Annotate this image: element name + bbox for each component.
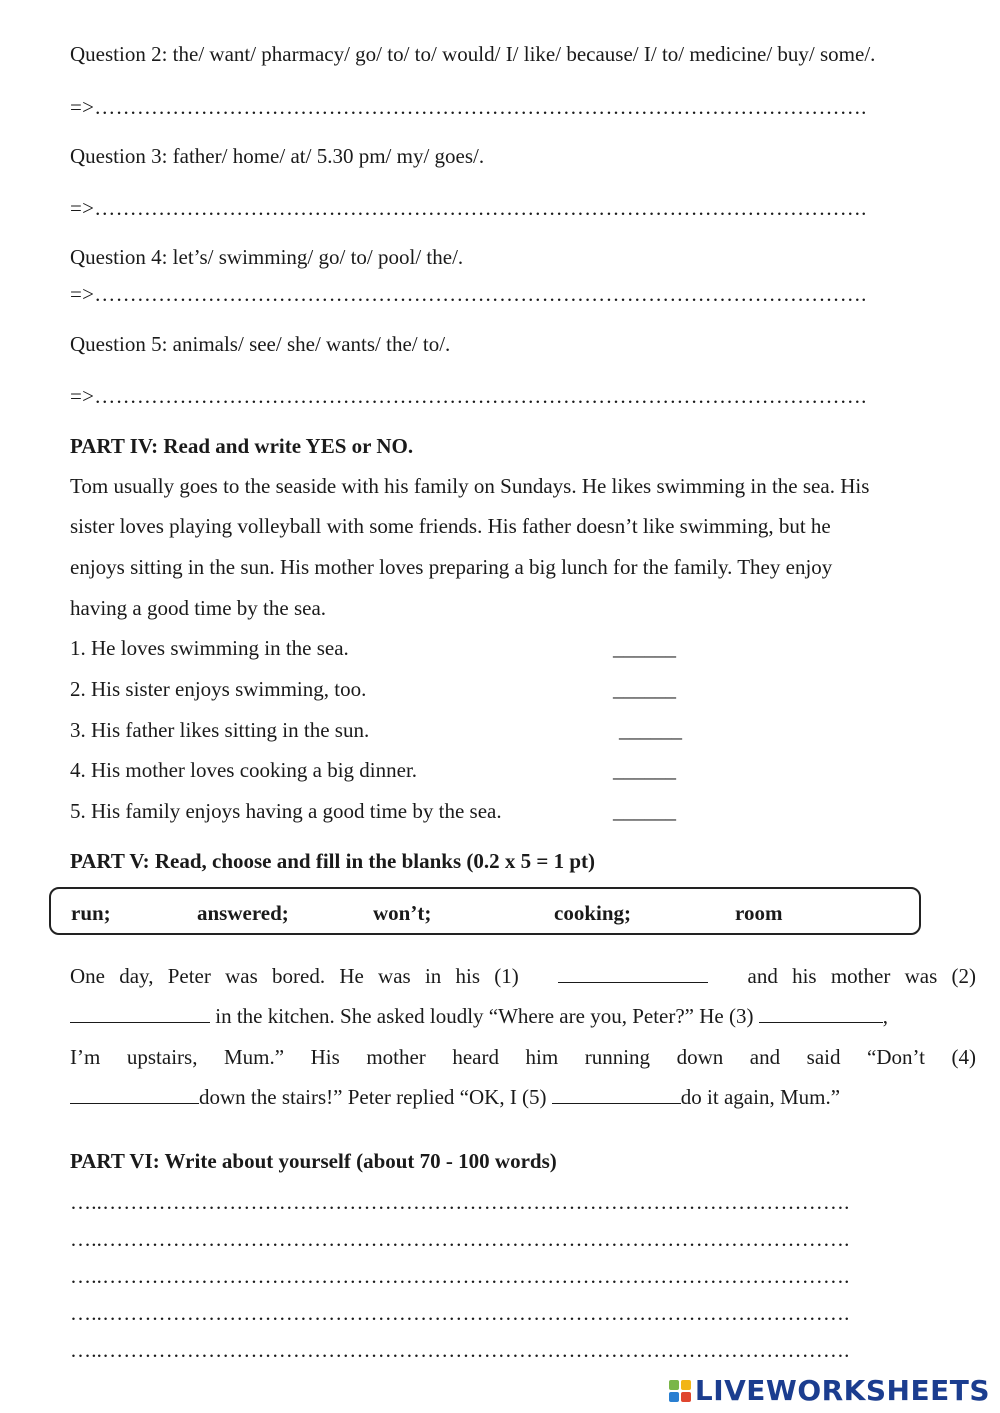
question-5-answer-line[interactable]: =>………………………………………………………………………………………………. [70, 384, 867, 408]
part5-paragraph-line-3: I’m upstairs, Mum.” His mother heard him running down and said “Don’t (4) [70, 1045, 976, 1069]
part4-item-1-blank[interactable]: ______ [613, 636, 676, 660]
question-3-answer-line[interactable]: =>………………………………………………………………………………………………. [70, 196, 867, 220]
part4-item-5-blank[interactable]: ______ [613, 799, 676, 823]
part5-paragraph-line-1 [70, 964, 976, 989]
question-5-text: Question 5: animals/ see/ she/ wants/ the/ to/. [70, 332, 451, 356]
word-bank-word: answered; [197, 901, 289, 925]
logo-mark-icon [669, 1380, 691, 1402]
question-4-text: Question 4: let’s/ swimming/ go/ to/ pool/ the/. [70, 245, 464, 269]
part5-heading: PART V: Read, choose and fill in the blanks (0.2 x 5 = 1 pt) [70, 849, 596, 873]
word-bank-word: cooking; [554, 901, 632, 925]
word-bank [49, 887, 921, 935]
part4-item-1: 1. He loves swimming in the sea. [70, 636, 349, 660]
part5-text: , [882, 1004, 888, 1028]
writing-line-2[interactable]: …..……………………………………………………………………………………………. [70, 1227, 850, 1251]
part5-text: in the kitchen. She asked loudly “Where are you, Peter?” He (3) [210, 1004, 759, 1028]
part4-item-5: 5. His family enjoys having a good time by the sea. [70, 799, 502, 823]
logo-text: LIVEWORKSHEETS [694, 1374, 990, 1407]
part5-paragraph-line-4 [70, 1085, 840, 1110]
part5-text: One day, Peter was bored. He was in his (1) [70, 964, 519, 988]
word-bank-word: room [735, 901, 783, 925]
writing-line-1[interactable]: …..……………………………………………………………………………………………. [70, 1190, 850, 1214]
part4-item-2-blank[interactable]: ______ [613, 677, 676, 701]
part5-text: do it again, Mum.” [680, 1085, 841, 1109]
part4-item-4-blank[interactable]: ______ [613, 758, 676, 782]
part4-item-3-blank[interactable]: ______ [619, 718, 682, 742]
word-bank-word: won’t; [373, 901, 432, 925]
part5-paragraph-line-2 [70, 1004, 976, 1029]
part6-heading: PART VI: Write about yourself (about 70 - 100 words) [70, 1149, 557, 1173]
part5-text: down the stairs!” Peter replied “OK, I (5) [199, 1085, 552, 1109]
blank-5-input[interactable] [552, 1085, 681, 1104]
question-2-text: Question 2: the/ want/ pharmacy/ go/ to/ to/ would/ I/ like/ because/ I/ to/ medicine/ buy/ some/. [70, 42, 876, 66]
writing-line-4[interactable]: …..……………………………………………………………………………………………. [70, 1301, 850, 1325]
part4-passage-line-3: enjoys sitting in the sun. His mother loves preparing a big lunch for the family. They enjoy [70, 555, 833, 579]
part4-item-2: 2. His sister enjoys swimming, too. [70, 677, 367, 701]
liveworksheets-logo [669, 1374, 990, 1407]
part4-item-4: 4. His mother loves cooking a big dinner. [70, 758, 418, 782]
blank-3-input[interactable] [759, 1004, 883, 1023]
part5-text: and his mother was (2) [747, 964, 976, 988]
question-4-answer-line[interactable]: =>………………………………………………………………………………………………. [70, 282, 867, 306]
part4-passage-line-2: sister loves playing volleyball with some friends. His father doesn’t like swimming, but he [70, 514, 831, 538]
question-3-text: Question 3: father/ home/ at/ 5.30 pm/ my/ goes/. [70, 144, 485, 168]
part4-heading: PART IV: Read and write YES or NO. [70, 434, 414, 458]
word-bank-word: run; [71, 901, 111, 925]
writing-line-5[interactable]: …..……………………………………………………………………………………………. [70, 1338, 850, 1362]
part4-item-3: 3. His father likes sitting in the sun. [70, 718, 370, 742]
part4-passage-line-4: having a good time by the sea. [70, 596, 327, 620]
question-2-answer-line[interactable]: =>………………………………………………………………………………………………. [70, 95, 867, 119]
blank-2-input[interactable] [70, 1004, 210, 1023]
blank-1-input[interactable] [558, 964, 708, 983]
blank-4-input[interactable] [70, 1085, 199, 1104]
writing-line-3[interactable]: …..……………………………………………………………………………………………. [70, 1264, 850, 1288]
part4-passage-line-1: Tom usually goes to the seaside with his family on Sundays. He likes swimming in the sea. His [70, 474, 870, 498]
